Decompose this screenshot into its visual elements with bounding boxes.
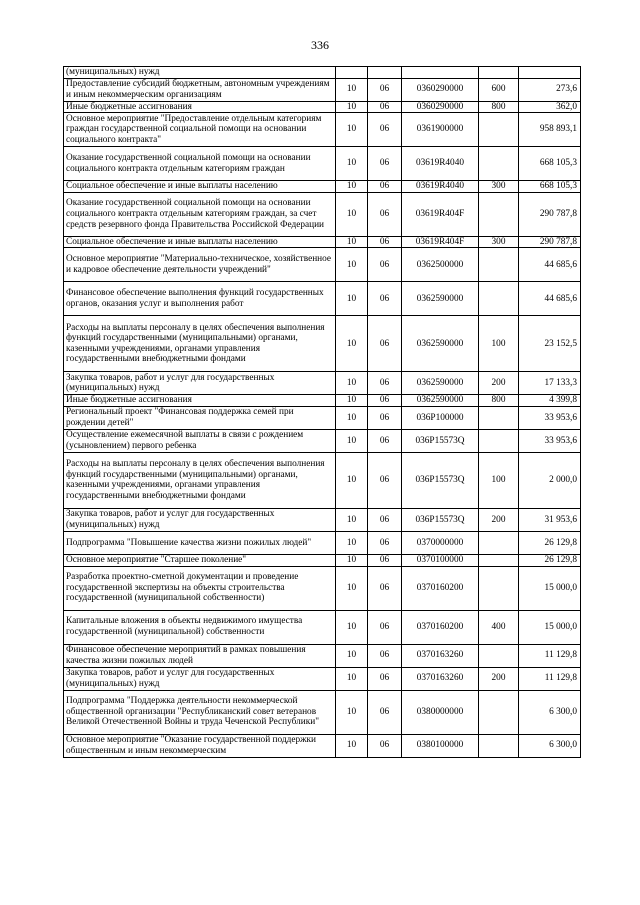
subsection-cell: 06 [368, 429, 402, 452]
table-row [64, 67, 581, 79]
expense-type-cell [479, 282, 519, 316]
row-name-cell: Финансовое обеспечение мероприятий в рамках повышения качества жизни пожилых людей [64, 644, 336, 667]
subsection-cell: 06 [368, 508, 402, 531]
table-row [64, 690, 581, 734]
section-cell: 10 [336, 610, 368, 644]
row-name-cell: Оказание государственной социальной помощи на основании социального контракта отдельным категориям граждан [64, 147, 336, 181]
table-row [64, 316, 581, 372]
subsection-cell [368, 67, 402, 79]
subsection-cell: 06 [368, 554, 402, 566]
amount-cell: 6 300,0 [519, 690, 581, 734]
target-article-cell: 0362590000 [402, 282, 479, 316]
table-row [64, 429, 581, 452]
target-article-cell: 0370100000 [402, 554, 479, 566]
section-cell: 10 [336, 181, 368, 193]
expense-type-cell: 200 [479, 667, 519, 690]
amount-cell: 44 685,6 [519, 282, 581, 316]
table-row [64, 236, 581, 248]
subsection-cell: 06 [368, 566, 402, 610]
target-article-cell: 0380100000 [402, 734, 479, 757]
amount-cell: 26 129,8 [519, 554, 581, 566]
row-name-cell: Иные бюджетные ассигнования [64, 395, 336, 407]
row-name-cell: Основное мероприятие "Материально-техническое, хозяйственное и кадровое обеспечение деятельности учреждений" [64, 248, 336, 282]
table-row [64, 734, 581, 757]
subsection-cell: 06 [368, 452, 402, 508]
expense-type-cell [479, 644, 519, 667]
expense-type-cell: 200 [479, 372, 519, 395]
expense-type-cell: 100 [479, 452, 519, 508]
section-cell: 10 [336, 734, 368, 757]
section-cell: 10 [336, 248, 368, 282]
target-article-cell [402, 67, 479, 79]
target-article-cell: 036P100000 [402, 406, 479, 429]
expense-type-cell [479, 192, 519, 236]
subsection-cell: 06 [368, 181, 402, 193]
subsection-cell: 06 [368, 316, 402, 372]
target-article-cell: 036P15573Q [402, 429, 479, 452]
budget-table [63, 66, 581, 758]
table-row [64, 531, 581, 554]
amount-cell: 31 953,6 [519, 508, 581, 531]
table-row [64, 406, 581, 429]
amount-cell: 15 000,0 [519, 610, 581, 644]
section-cell: 10 [336, 508, 368, 531]
expense-type-cell [479, 554, 519, 566]
table-row [64, 667, 581, 690]
target-article-cell: 0360290000 [402, 78, 479, 101]
expense-type-cell: 300 [479, 236, 519, 248]
amount-cell: 958 893,1 [519, 113, 581, 147]
amount-cell: 668 105,3 [519, 181, 581, 193]
target-article-cell: 0361900000 [402, 113, 479, 147]
row-name-cell: Закупка товаров, работ и услуг для государственных (муниципальных) нужд [64, 667, 336, 690]
row-name-cell: Осуществление ежемесячной выплаты в связи с рождением (усыновлением) первого ребенка [64, 429, 336, 452]
amount-cell: 15 000,0 [519, 566, 581, 610]
row-name-cell: Расходы на выплаты персоналу в целях обеспечения выполнения функций государственными (муниципальными) органами, казенными учреждениями, органами управления государственными внебюджетными фондами [64, 452, 336, 508]
row-name-cell: Основное мероприятие "Старшее поколение" [64, 554, 336, 566]
section-cell: 10 [336, 531, 368, 554]
row-name-cell: Предоставление субсидий бюджетным, автономным учреждениям и иным некоммерческим организациям [64, 78, 336, 101]
row-name-cell: Закупка товаров, работ и услуг для государственных (муниципальных) нужд [64, 372, 336, 395]
table-row [64, 147, 581, 181]
section-cell: 10 [336, 644, 368, 667]
page-number: 336 [311, 38, 329, 52]
target-article-cell: 036P15573Q [402, 452, 479, 508]
row-name-cell: (муниципальных) нужд [64, 67, 336, 79]
subsection-cell: 06 [368, 192, 402, 236]
target-article-cell: 0362500000 [402, 248, 479, 282]
target-article-cell: 0370163260 [402, 667, 479, 690]
subsection-cell: 06 [368, 690, 402, 734]
subsection-cell: 06 [368, 406, 402, 429]
table-row [64, 113, 581, 147]
amount-cell: 6 300,0 [519, 734, 581, 757]
table-row [64, 372, 581, 395]
target-article-cell: 0360290000 [402, 101, 479, 113]
subsection-cell: 06 [368, 147, 402, 181]
row-name-cell: Расходы на выплаты персоналу в целях обеспечения выполнения функций государственными (муниципальными) органами, казенными учреждениями, органами управления государственными внебюджетными фондами [64, 316, 336, 372]
section-cell: 10 [336, 236, 368, 248]
amount-cell: 2 000,0 [519, 452, 581, 508]
amount-cell: 362,0 [519, 101, 581, 113]
subsection-cell: 06 [368, 667, 402, 690]
target-article-cell: 0370000000 [402, 531, 479, 554]
table-row [64, 78, 581, 101]
expense-type-cell [479, 690, 519, 734]
row-name-cell: Региональный проект "Финансовая поддержка семей при рождении детей" [64, 406, 336, 429]
amount-cell: 290 787,8 [519, 236, 581, 248]
table-row [64, 554, 581, 566]
target-article-cell: 03619R404F [402, 192, 479, 236]
target-article-cell: 0370160200 [402, 566, 479, 610]
section-cell: 10 [336, 406, 368, 429]
table-row [64, 566, 581, 610]
subsection-cell: 06 [368, 78, 402, 101]
table-row [64, 452, 581, 508]
subsection-cell: 06 [368, 644, 402, 667]
expense-type-cell [479, 566, 519, 610]
row-name-cell: Закупка товаров, работ и услуг для государственных (муниципальных) нужд [64, 508, 336, 531]
expense-type-cell: 300 [479, 181, 519, 193]
section-cell: 10 [336, 452, 368, 508]
section-cell: 10 [336, 192, 368, 236]
section-cell: 10 [336, 372, 368, 395]
amount-cell: 33 953,6 [519, 429, 581, 452]
expense-type-cell: 600 [479, 78, 519, 101]
amount-cell: 44 685,6 [519, 248, 581, 282]
section-cell: 10 [336, 690, 368, 734]
budget-table-body [64, 67, 581, 758]
row-name-cell: Основное мероприятие "Предоставление отдельным категориям граждан государственной социальной помощи на основании социального контракта" [64, 113, 336, 147]
table-row [64, 282, 581, 316]
target-article-cell: 036P15573Q [402, 508, 479, 531]
section-cell: 10 [336, 554, 368, 566]
amount-cell: 33 953,6 [519, 406, 581, 429]
amount-cell [519, 67, 581, 79]
row-name-cell: Финансовое обеспечение выполнения функций государственных органов, оказания услуг и выполнения работ [64, 282, 336, 316]
section-cell: 10 [336, 147, 368, 181]
table-row [64, 395, 581, 407]
amount-cell: 668 105,3 [519, 147, 581, 181]
subsection-cell: 06 [368, 395, 402, 407]
amount-cell: 4 399,8 [519, 395, 581, 407]
subsection-cell: 06 [368, 236, 402, 248]
subsection-cell: 06 [368, 101, 402, 113]
subsection-cell: 06 [368, 113, 402, 147]
table-row [64, 508, 581, 531]
target-article-cell: 0362590000 [402, 395, 479, 407]
target-article-cell: 0370160200 [402, 610, 479, 644]
amount-cell: 273,6 [519, 78, 581, 101]
section-cell: 10 [336, 78, 368, 101]
target-article-cell: 0362590000 [402, 372, 479, 395]
subsection-cell: 06 [368, 282, 402, 316]
expense-type-cell [479, 147, 519, 181]
amount-cell: 23 152,5 [519, 316, 581, 372]
section-cell: 10 [336, 667, 368, 690]
subsection-cell: 06 [368, 372, 402, 395]
expense-type-cell: 200 [479, 508, 519, 531]
section-cell: 10 [336, 395, 368, 407]
table-row [64, 192, 581, 236]
amount-cell: 11 129,8 [519, 667, 581, 690]
expense-type-cell: 800 [479, 101, 519, 113]
row-name-cell: Подпрограмма "Поддержка деятельности некоммерческой общественной организации "Республиканский совет ветеранов Великой Отечественной Войны и труда Чеченской Республики" [64, 690, 336, 734]
section-cell: 10 [336, 316, 368, 372]
section-cell: 10 [336, 282, 368, 316]
target-article-cell: 03619R4040 [402, 147, 479, 181]
section-cell: 10 [336, 113, 368, 147]
table-row [64, 610, 581, 644]
table-row [64, 248, 581, 282]
target-article-cell: 03619R404F [402, 236, 479, 248]
table-row [64, 101, 581, 113]
expense-type-cell [479, 429, 519, 452]
expense-type-cell: 800 [479, 395, 519, 407]
row-name-cell: Основное мероприятие "Оказание государственной поддержки общественным и иным некоммерческим [64, 734, 336, 757]
amount-cell: 290 787,8 [519, 192, 581, 236]
row-name-cell: Иные бюджетные ассигнования [64, 101, 336, 113]
subsection-cell: 06 [368, 531, 402, 554]
row-name-cell: Подпрограмма "Повышение качества жизни пожилых людей" [64, 531, 336, 554]
section-cell: 10 [336, 101, 368, 113]
table-row [64, 644, 581, 667]
amount-cell: 26 129,8 [519, 531, 581, 554]
expense-type-cell [479, 248, 519, 282]
expense-type-cell [479, 406, 519, 429]
expense-type-cell [479, 734, 519, 757]
target-article-cell: 0370163260 [402, 644, 479, 667]
expense-type-cell: 400 [479, 610, 519, 644]
subsection-cell: 06 [368, 734, 402, 757]
row-name-cell: Оказание государственной социальной помощи на основании социального контракта отдельным категориям граждан, за счет средств резервного фонда Правительства Российской Федерации [64, 192, 336, 236]
section-cell: 10 [336, 566, 368, 610]
table-row [64, 181, 581, 193]
row-name-cell: Разработка проектно-сметной документации и проведение государственной экспертизы на объекты строительства государственной (муниципальной собственности) [64, 566, 336, 610]
expense-type-cell [479, 113, 519, 147]
amount-cell: 17 133,3 [519, 372, 581, 395]
target-article-cell: 0380000000 [402, 690, 479, 734]
expense-type-cell [479, 67, 519, 79]
row-name-cell: Социальное обеспечение и иные выплаты населению [64, 236, 336, 248]
target-article-cell: 0362590000 [402, 316, 479, 372]
row-name-cell: Социальное обеспечение и иные выплаты населению [64, 181, 336, 193]
expense-type-cell: 100 [479, 316, 519, 372]
row-name-cell: Капитальные вложения в объекты недвижимого имущества государственной (муниципальной) собственности [64, 610, 336, 644]
section-cell: 10 [336, 429, 368, 452]
section-cell [336, 67, 368, 79]
target-article-cell: 03619R4040 [402, 181, 479, 193]
subsection-cell: 06 [368, 248, 402, 282]
expense-type-cell [479, 531, 519, 554]
subsection-cell: 06 [368, 610, 402, 644]
amount-cell: 11 129,8 [519, 644, 581, 667]
